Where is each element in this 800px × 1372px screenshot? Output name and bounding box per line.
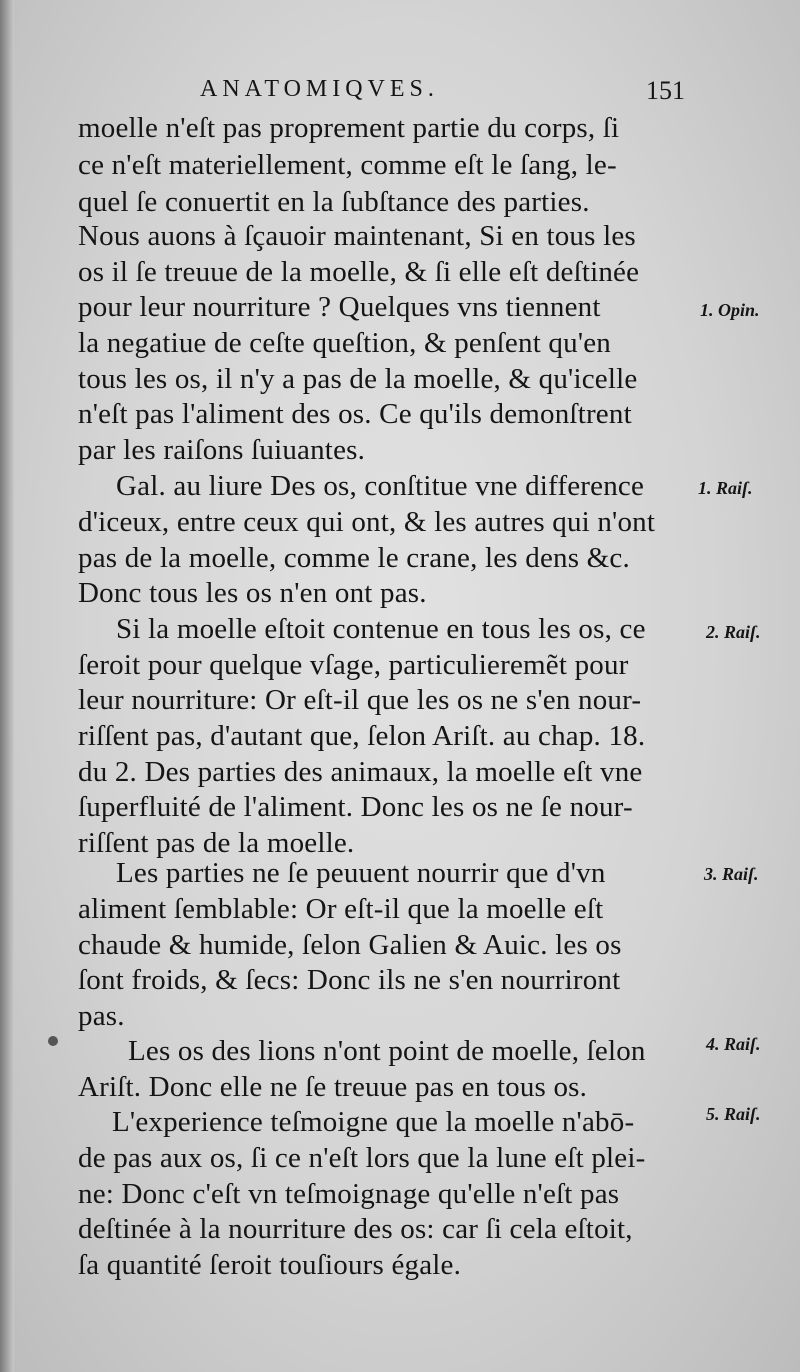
page-number: 151 <box>646 76 685 105</box>
page-header <box>0 76 800 110</box>
text-line: pas. <box>78 1000 125 1032</box>
margin-note: 2. Raiſ. <box>706 622 761 642</box>
text-line: de pas aux os, ſi ce n'eſt lors que la lune eſt plei- <box>78 1142 646 1174</box>
text-line: n'eſt pas l'aliment des os. Ce qu'ils demonſtrent <box>78 398 632 430</box>
text-line: Donc tous les os n'en ont pas. <box>78 577 427 609</box>
text-line: ne: Donc c'eſt vn teſmoignage qu'elle n'eſt pas <box>78 1178 620 1210</box>
ink-spot <box>48 1036 58 1046</box>
text-line: pas de la moelle, comme le crane, les dens &c. <box>78 542 630 574</box>
text-line: d'iceux, entre ceux qui ont, & les autres qui n'ont <box>78 506 656 538</box>
text-line: moelle n'eſt pas proprement partie du corps, ſi <box>78 112 620 144</box>
running-title: ANATOMIQVES. <box>200 76 439 102</box>
text-line: ce n'eſt materiellement, comme eſt le ſang, le- <box>78 149 617 181</box>
text-line: Si la moelle eſtoit contenue en tous les os, ce <box>116 613 646 645</box>
text-line: L'experience teſmoigne que la moelle n'abō- <box>112 1106 635 1138</box>
text-line: Nous auons à ſçauoir maintenant, Si en tous les <box>78 220 636 252</box>
text-line: tous les os, il n'y a pas de la moelle, & qu'icelle <box>78 363 638 395</box>
text-line: quel ſe conuertit en la ſubſtance des parties. <box>78 186 590 218</box>
margin-note: 1. Opin. <box>700 300 760 320</box>
text-line: aliment ſemblable: Or eſt-il que la moelle eſt <box>78 893 604 925</box>
text-line: riſſent pas de la moelle. <box>78 827 355 859</box>
text-line: ſont froids, & ſecs: Donc ils ne s'en nourriront <box>78 964 621 996</box>
text-line: leur nourriture: Or eſt-il que les os ne s'en nour- <box>78 684 642 716</box>
text-line: pour leur nourriture ? Quelques vns tiennent <box>78 291 601 323</box>
text-line: os il ſe treuue de la moelle, & ſi elle eſt deſtinée <box>78 256 640 288</box>
text-line: ſa quantité ſeroit touſiours égale. <box>78 1249 462 1281</box>
text-line: Ariſt. Donc elle ne ſe treuue pas en tous os. <box>78 1071 588 1103</box>
page-gutter-shadow <box>0 0 14 1372</box>
text-line: du 2. Des parties des animaux, la moelle eſt vne <box>78 756 643 788</box>
margin-note: 3. Raiſ. <box>704 864 759 884</box>
text-line: par les raiſons ſuiuantes. <box>78 434 366 466</box>
text-line: Gal. au liure Des os, conſtitue vne difference <box>116 470 645 502</box>
text-line: Les os des lions n'ont point de moelle, ſelon <box>128 1035 646 1067</box>
text-line: deſtinée à la nourriture des os: car ſi cela eſtoit, <box>78 1213 633 1245</box>
text-line: la negatiue de ceſte queſtion, & penſent qu'en <box>78 327 612 359</box>
text-line: ſeroit pour quelque vſage, particulieremẽt pour <box>78 649 629 681</box>
text-line: chaude & humide, ſelon Galien & Auic. les os <box>78 929 622 961</box>
text-line: ſuperfluité de l'aliment. Donc les os ne ſe nour- <box>78 791 633 823</box>
text-line: riſſent pas, d'autant que, ſelon Ariſt. au chap. 18. <box>78 720 646 752</box>
margin-note: 5. Raiſ. <box>706 1104 761 1124</box>
text-line: Les parties ne ſe peuuent nourrir que d'vn <box>116 857 606 889</box>
margin-note: 1. Raiſ. <box>698 478 753 498</box>
margin-note: 4. Raiſ. <box>706 1034 761 1054</box>
